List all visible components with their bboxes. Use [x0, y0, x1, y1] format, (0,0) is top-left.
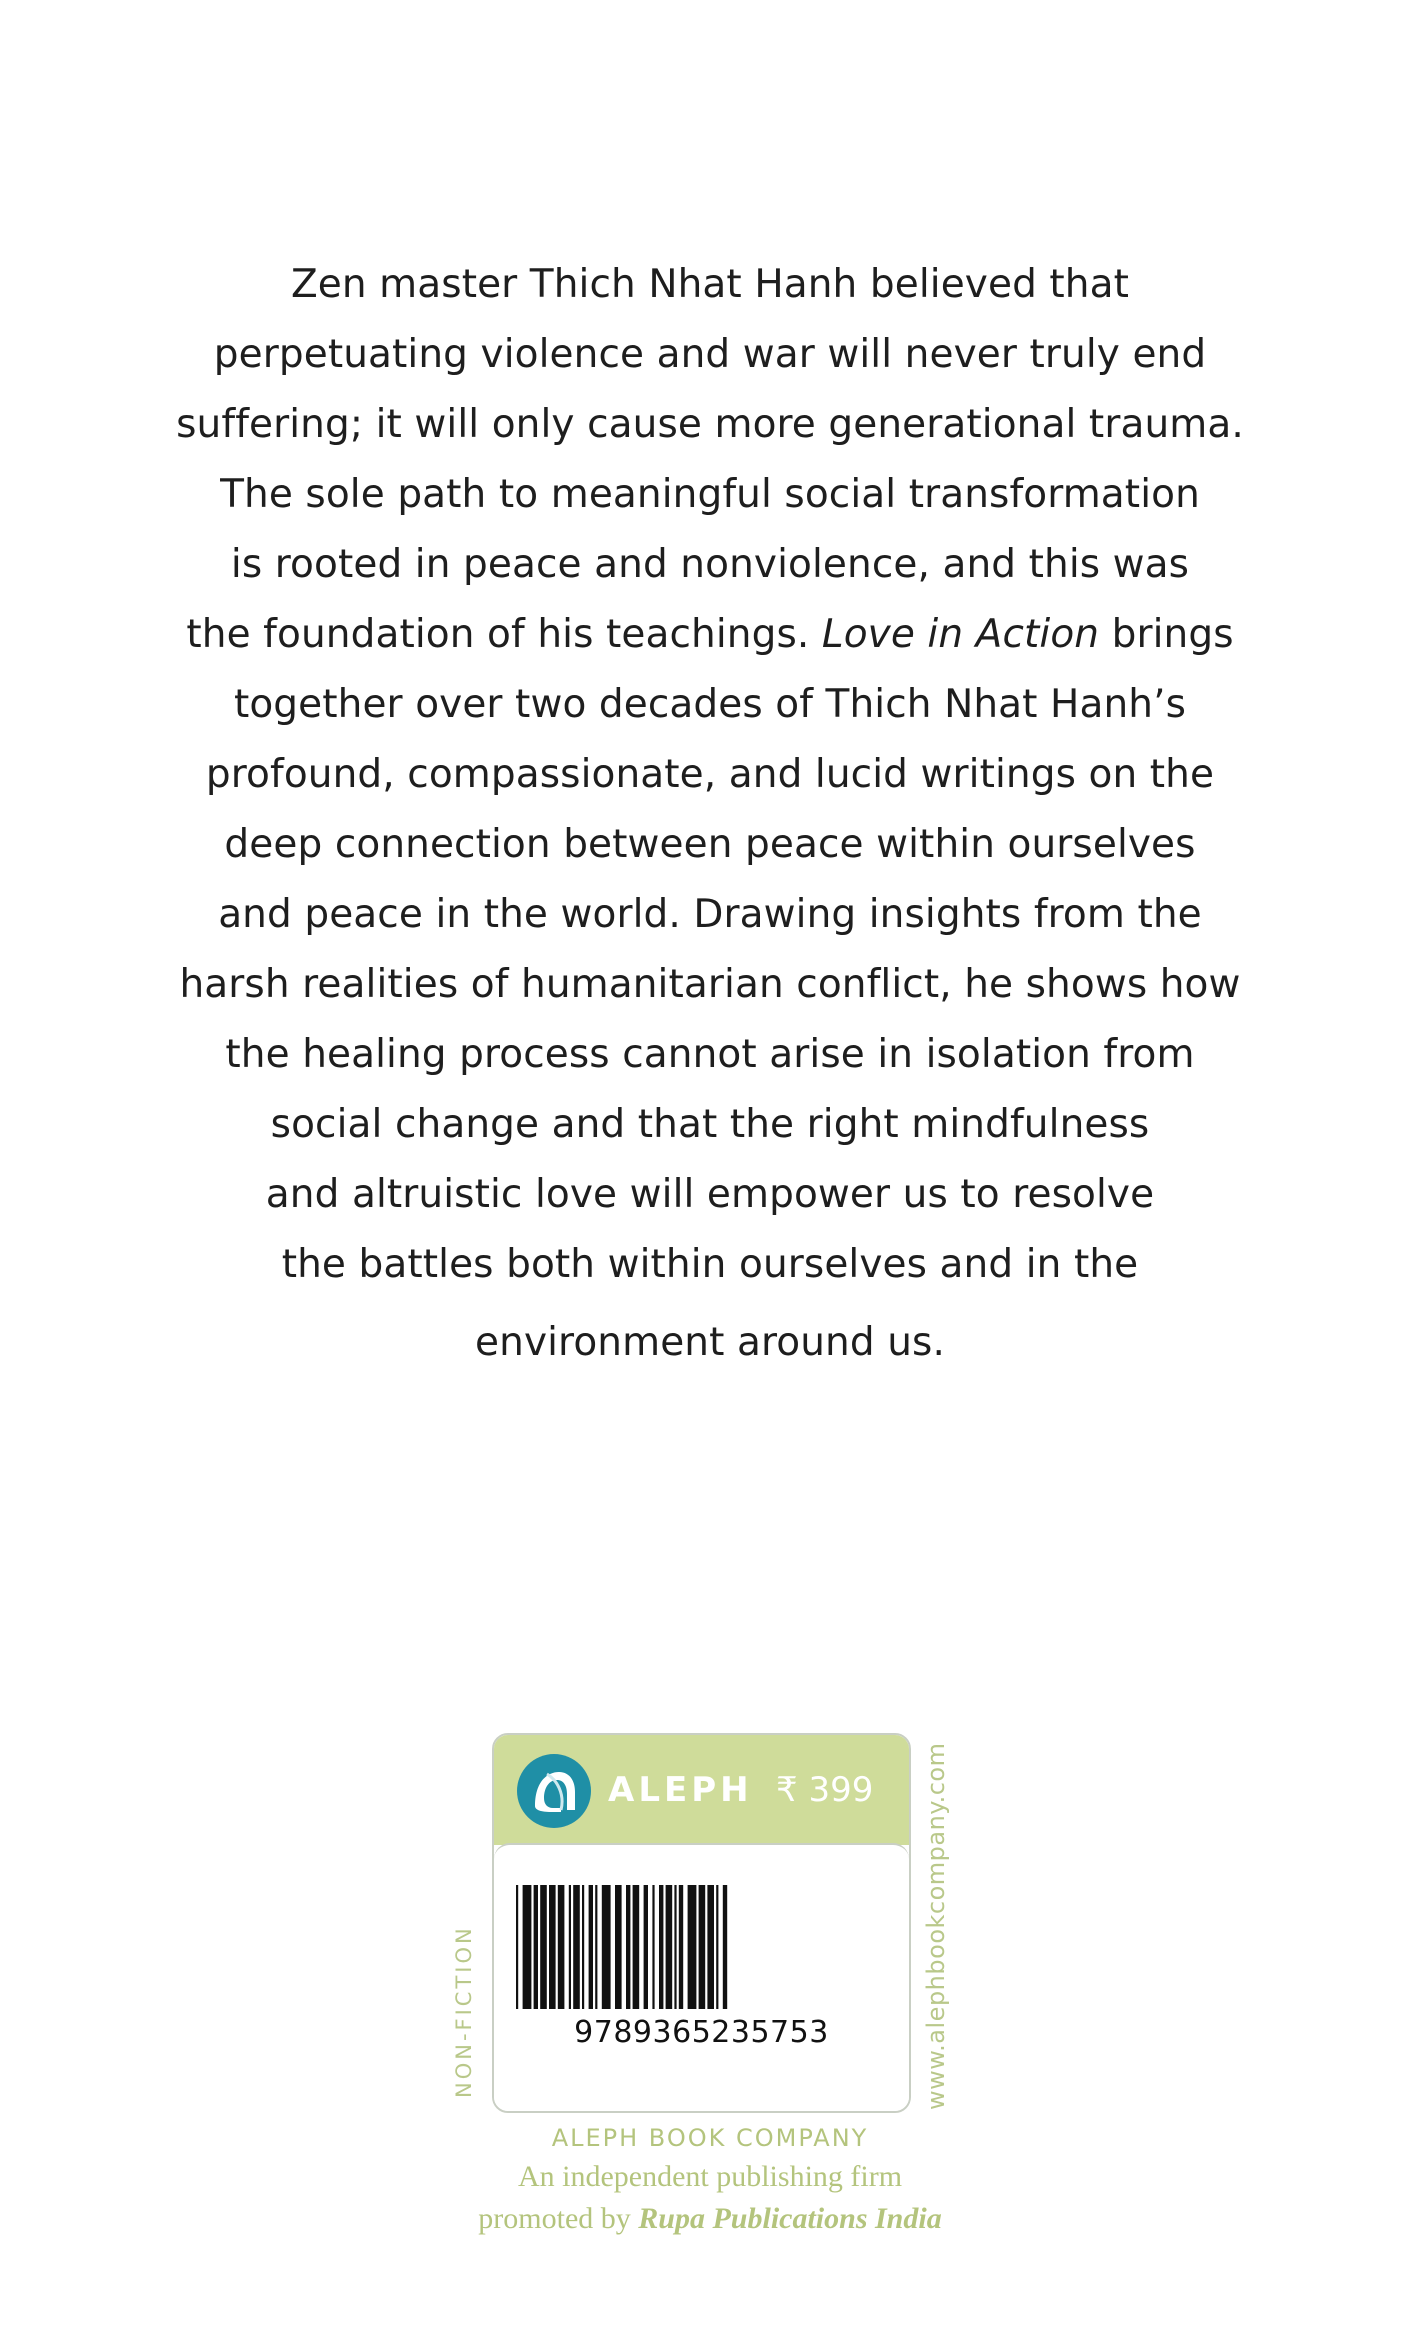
blurb-line: harsh realities of humanitarian conflict, he shows how — [179, 962, 1241, 1007]
barcode-bar — [723, 1885, 727, 2009]
barcode-bar — [716, 1885, 718, 2009]
barcode-bar — [674, 1885, 676, 2009]
blurb-line: is rooted in peace and nonviolence, and this was — [230, 542, 1190, 587]
barcode-bar — [615, 1885, 622, 2009]
publisher-tagline: An independent publishing firm — [517, 2160, 903, 2193]
barcode-bar — [602, 1885, 611, 2009]
website-label: www.alephbookcompany.com — [922, 1742, 950, 2110]
book-title-italic: Love in Action — [821, 612, 1100, 657]
barcode-bar — [679, 1885, 683, 2009]
publisher-tagline-2 — [400, 2198, 1020, 2240]
barcode-bar — [652, 1885, 654, 2009]
publisher-block — [400, 2120, 1020, 2240]
publisher-tagline-prefix: promoted by — [478, 2202, 639, 2235]
publisher-parent: Rupa Publications India — [638, 2202, 942, 2235]
blurb-line: the battles both within ourselves and in the — [281, 1242, 1139, 1287]
barcode-bar — [699, 1885, 706, 2009]
blurb-line: and peace in the world. Drawing insights from the — [218, 892, 1202, 937]
barcode — [514, 1885, 889, 2009]
barcode-bar — [633, 1885, 640, 2009]
blurb-line: The sole path to meaningful social transformation — [220, 472, 1200, 517]
barcode-bar — [659, 1885, 663, 2009]
blurb-line: environment around us. — [475, 1320, 945, 1365]
barcode-bar — [549, 1885, 556, 2009]
blurb-line — [170, 600, 1250, 670]
barcode-bar — [595, 1885, 597, 2009]
blurb-line: deep connection between peace within ourselves — [224, 822, 1196, 867]
barcode-bar — [644, 1885, 648, 2009]
barcode-bar — [540, 1885, 547, 2009]
price: ₹ 399 — [776, 1770, 874, 1810]
aleph-brand: ALEPH — [608, 1770, 753, 1810]
blurb-line: profound, compassionate, and lucid writings on the — [205, 752, 1215, 797]
blurb-line-part: brings — [1099, 612, 1234, 657]
barcode-bar — [573, 1885, 580, 2009]
barcode-card — [494, 1843, 909, 2113]
barcode-bar — [688, 1885, 697, 2009]
category-label: NON-FICTION — [452, 1925, 476, 2098]
price-band — [494, 1735, 909, 1845]
blurb-line-part: the foundation of his teachings. — [186, 612, 822, 657]
publisher-name: ALEPH BOOK COMPANY — [551, 2124, 869, 2152]
barcode-bar — [534, 1885, 538, 2009]
barcode-bar — [523, 1885, 532, 2009]
blurb-line: together over two decades of Thich Nhat Hanh’s — [233, 682, 1187, 727]
blurb-line: perpetuating violence and war will never truly end — [213, 332, 1207, 377]
barcode-bar — [589, 1885, 593, 2009]
barcode-bar — [558, 1885, 565, 2009]
barcode-bar — [516, 1885, 518, 2009]
blurb-line: social change and that the right mindfulness — [270, 1102, 1150, 1147]
aleph-logo-icon — [517, 1754, 591, 1828]
blurb-line: and altruistic love will empower us to resolve — [265, 1172, 1155, 1217]
blurb-line: Zen master Thich Nhat Hanh believed that — [290, 262, 1130, 307]
isbn-number: 9789365235753 — [574, 2015, 829, 2050]
price-barcode-box — [492, 1733, 911, 2113]
blurb-line: suffering; it will only cause more generational trauma. — [176, 402, 1244, 447]
barcode-bar — [582, 1885, 584, 2009]
barcode-bar — [666, 1885, 673, 2009]
blurb-line: the healing process cannot arise in isolation from — [225, 1032, 1195, 1077]
barcode-bar — [569, 1885, 571, 2009]
back-cover-blurb — [170, 250, 1250, 1378]
barcode-bar — [626, 1885, 630, 2009]
barcode-bar — [707, 1885, 714, 2009]
